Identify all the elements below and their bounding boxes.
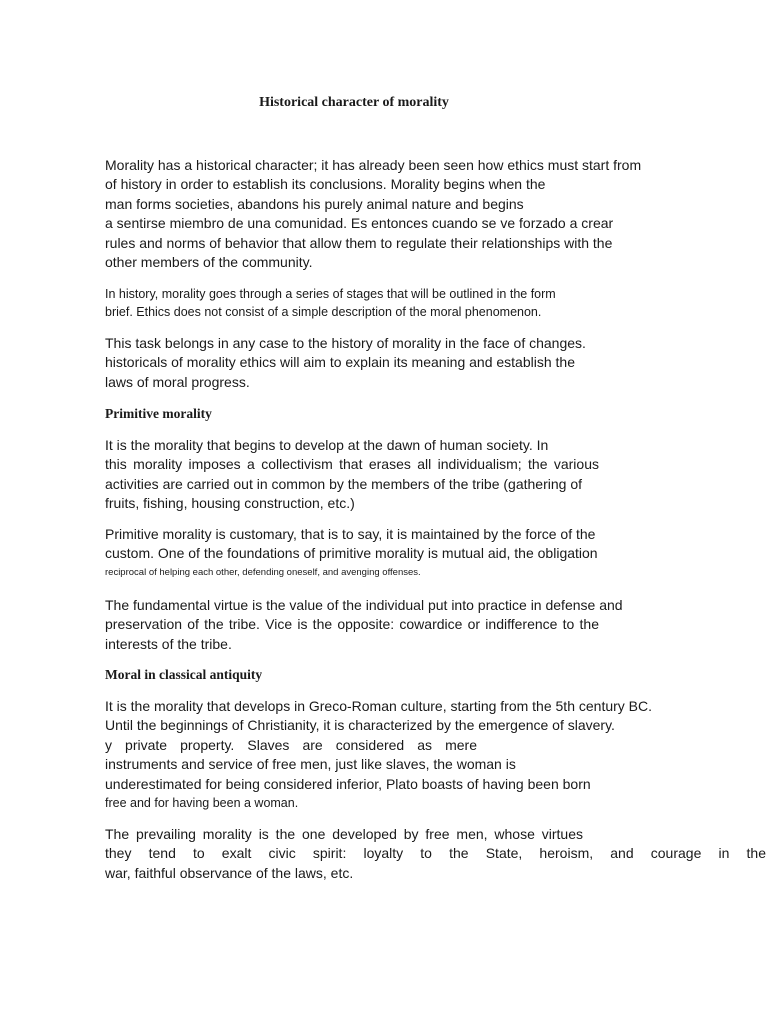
text-line: It is the morality that develops in Greco-Roman culture, starting from the 5th century BC.	[105, 698, 653, 714]
text-line: rules and norms of behavior that allow them to regulate their relationships with the	[105, 234, 613, 251]
text-line: The prevailing morality is the one developed by free men, whose virtues	[105, 826, 583, 842]
paragraph	[105, 697, 652, 812]
text-line: custom. One of the foundations of primitive morality is mutual aid, the obligation	[105, 545, 598, 562]
text-line: Morality has a historical character; it has already been seen how ethics must start from	[105, 157, 642, 173]
text-line: war, faithful observance of the laws, etc.	[105, 864, 354, 881]
text-line: a sentirse miembro de una comunidad. Es entonces cuando se ve forzado a crear	[105, 215, 614, 232]
paragraph	[105, 285, 556, 321]
text-line: Until the beginnings of Christianity, it is characterized by the emergence of slavery.	[105, 717, 615, 734]
paragraph	[105, 596, 623, 654]
paragraph	[105, 825, 766, 883]
paragraph	[105, 156, 641, 272]
text-line: y private property. Slaves are considered as mere	[105, 736, 477, 753]
text-line: The fundamental virtue is the value of the individual put into practice in defense and	[105, 597, 623, 613]
text-line: fruits, fishing, housing construction, etc.)	[105, 495, 355, 512]
text-line: activities are carried out in common by the members of the tribe (gathering of	[105, 475, 582, 492]
text-line: In history, morality goes through a series of stages that will be outlined in the form	[105, 287, 556, 301]
text-line: Primitive morality is customary, that is to say, it is maintained by the force of the	[105, 526, 596, 542]
text-line: It is the morality that begins to develop at the dawn of human society. In	[105, 437, 549, 453]
text-line: laws of moral progress.	[105, 373, 250, 390]
text-line: reciprocal of helping each other, defending oneself, and avenging offenses.	[105, 566, 421, 578]
text-line: this morality imposes a collectivism that erases all individualism; the various	[105, 456, 599, 473]
text-line: This task belongs in any case to the history of morality in the face of changes.	[105, 335, 586, 351]
text-line: they tend to exalt civic spirit: loyalty to the State, heroism, and courage in the	[105, 845, 766, 862]
text-line: brief. Ethics does not consist of a simple description of the moral phenomenon.	[105, 305, 542, 319]
text-line: interests of the tribe.	[105, 635, 232, 652]
paragraph	[105, 334, 586, 392]
text-line: of history in order to establish its conclusions. Morality begins when the	[105, 176, 546, 193]
text-line: man forms societies, abandons his purely animal nature and begins	[105, 195, 524, 212]
text-line: underestimated for being considered inferior, Plato boasts of having been born	[105, 775, 591, 792]
text-line: historicals of morality ethics will aim to explain its meaning and establish the	[105, 354, 575, 371]
text-line: preservation of the tribe. Vice is the opposite: cowardice or indifference to the	[105, 616, 599, 633]
section-heading: Moral in classical antiquity	[105, 667, 263, 682]
page-title: Historical character of morality	[259, 95, 449, 110]
text-line: other members of the community.	[105, 254, 313, 271]
section-heading: Primitive morality	[105, 406, 212, 421]
text-line: free and for having been a woman.	[105, 796, 299, 811]
text-line: instruments and service of free men, just like slaves, the woman is	[105, 756, 516, 773]
paragraph	[105, 436, 599, 514]
paragraph	[105, 525, 598, 580]
